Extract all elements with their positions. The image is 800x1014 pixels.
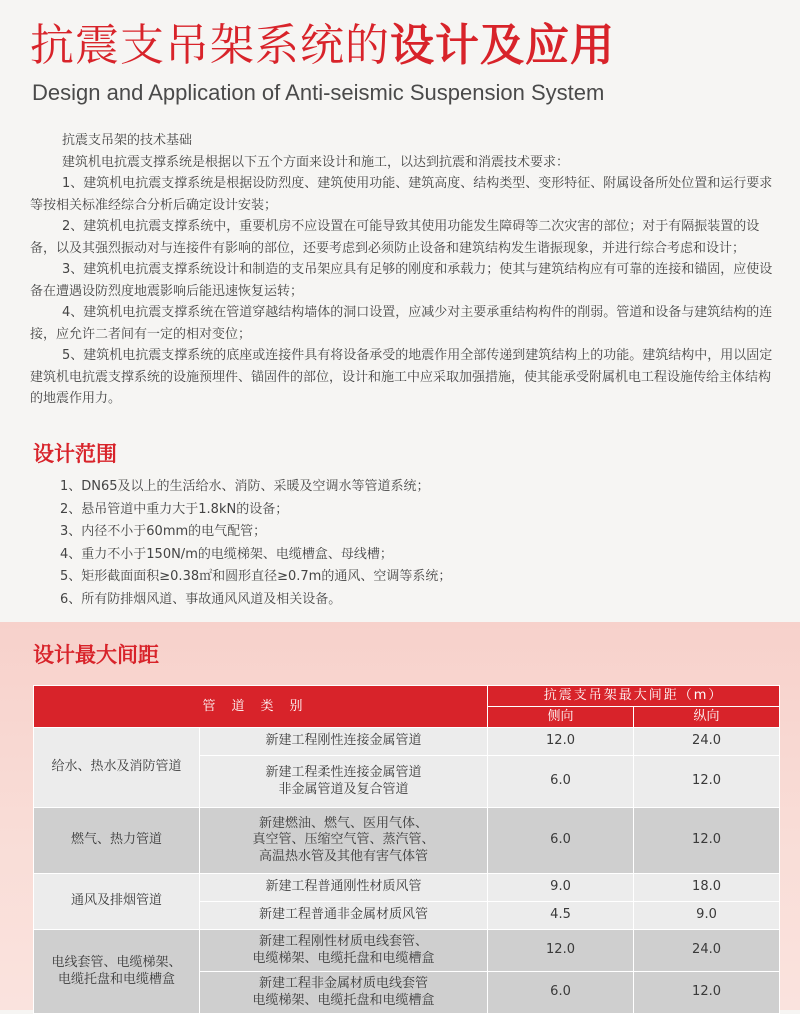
table-row (34, 874, 780, 902)
design-scope-item: 4、重力不小于150N/m的电缆梯架、电缆槽盒、母线槽； (60, 546, 393, 562)
category-label: 给水、热水及消防管道 (51, 759, 182, 775)
header-longitudinal: 纵向 (634, 707, 780, 728)
technical-basis-item: 2、建筑机电抗震支撑系统中，重要机房不应设置在可能导致其使用功能发生障碍等二次灾害的部位；对于有隔振装置的设备，以及其强烈振动对与连接件有影响的部位，还要考虑到必须防止设备和建筑结构发生谐振现象，并进行综合考虑和设计； (30, 219, 760, 256)
table-row (34, 808, 780, 874)
pipe-label: 新建工程普通非金属材质风管 (259, 907, 429, 923)
pipe-label: 电缆梯架、电缆托盘和电缆槽盒 (252, 992, 435, 1008)
category-label: 燃气、热力管道 (70, 832, 162, 848)
longitudinal-cell: 18.0 (634, 874, 780, 902)
longitudinal-cell: 9.0 (634, 902, 780, 930)
header-category: 管道类别 (34, 686, 488, 728)
longitudinal-cell: 12.0 (634, 808, 780, 874)
category-cell (34, 874, 200, 930)
category-label: 通风及排烟管道 (70, 893, 162, 909)
max-spacing-table (33, 685, 780, 1014)
technical-basis-heading: 抗震支吊架的技术基础 (62, 133, 193, 148)
pipe-label: 新建工程刚性连接金属管道 (265, 733, 422, 749)
longitudinal-cell: 12.0 (634, 972, 780, 1014)
table-row (34, 728, 780, 756)
lateral-cell: 12.0 (488, 930, 634, 972)
lateral-cell: 12.0 (488, 728, 634, 756)
technical-basis-intro: 建筑机电抗震支撑系统是根据以下五个方面来设计和施工，以达到抗震和消震技术要求： (62, 154, 570, 170)
header-spacing-group: 抗震支吊架最大间距（m） (488, 686, 780, 707)
pipe-label: 新建燃油、燃气、医用气体、 (259, 815, 429, 831)
pipe-label: 高温热水管及其他有害气体管 (259, 848, 429, 864)
pipe-label: 真空管、压缩空气管、蒸汽管、 (252, 832, 435, 848)
technical-basis-section (30, 130, 780, 410)
lateral-cell: 6.0 (488, 756, 634, 808)
pipe-cell (200, 874, 488, 902)
category-label: 电线套管、电缆梯架、 (51, 955, 182, 970)
pipe-label: 新建工程非金属材质电线套管 (259, 976, 429, 991)
page-subtitle-english: Design and Application of Anti-seismic Suspension System (32, 80, 605, 105)
pipe-cell (200, 902, 488, 930)
header-lateral: 侧向 (488, 707, 634, 728)
max-spacing-title: 设计最大间距 (33, 643, 159, 667)
title-normal: 抗震支吊架系统的 (30, 20, 390, 71)
table-header-row (34, 686, 780, 707)
design-scope-item: 3、内径不小于60mm的电气配管； (60, 524, 267, 539)
design-scope-item: 2、悬吊管道中重力大于1.8kN的设备； (60, 501, 289, 517)
longitudinal-cell: 24.0 (634, 728, 780, 756)
page-title (30, 18, 615, 74)
lateral-cell: 6.0 (488, 808, 634, 874)
title-bold: 设计及应用 (390, 20, 615, 71)
category-cell (34, 930, 200, 1014)
pipe-label: 电缆梯架、电缆托盘和电缆槽盒 (252, 950, 435, 966)
lateral-cell: 9.0 (488, 874, 634, 902)
technical-basis-item: 3、建筑机电抗震支撑系统设计和制造的支吊架应具有足够的刚度和承载力；使其与建筑结构应有可靠的连接和锚固，应使设备在遭遇设防烈度地震影响后能迅速恢复运转； (30, 262, 773, 299)
pipe-cell (200, 808, 488, 874)
lateral-cell: 4.5 (488, 902, 634, 930)
pipe-cell (200, 972, 488, 1014)
design-scope-list (60, 476, 760, 611)
table-row (34, 930, 780, 972)
longitudinal-cell: 12.0 (634, 756, 780, 808)
technical-basis-item: 5、建筑机电抗震支撑系统的底座或连接件具有将设备承受的地震作用全部传递到建筑结构上的功能。建筑结构中，用以固定建筑机电抗震支撑系统的设施预埋件、锚固件的部位，设计和施工中应采取加强措施，使其能承受附属机电工程设施传给主体结构的地震作用力。 (30, 348, 773, 406)
category-label: 电缆托盘和电缆槽盒 (57, 971, 175, 987)
pipe-cell (200, 728, 488, 756)
category-cell (34, 728, 200, 808)
design-scope-item: 6、所有防排烟风道、事故通风风道及相关设备。 (60, 591, 342, 607)
pipe-cell (200, 930, 488, 972)
pipe-label: 非金属管道及复合管道 (278, 781, 409, 797)
technical-basis-item: 1、建筑机电抗震支撑系统是根据设防烈度、建筑使用功能、建筑高度、结构类型、变形特征、附属设备所处位置和运行要求等按相关标准经综合分析后确定设计安装； (30, 176, 773, 213)
pipe-label: 新建工程普通刚性材质风管 (265, 879, 422, 895)
pipe-label: 新建工程柔性连接金属管道 (265, 765, 422, 781)
pipe-cell (200, 756, 488, 808)
design-scope-item: 5、矩形截面面积≥0.38㎡和圆形直径≥0.7m的通风、空调等系统； (60, 569, 452, 584)
lateral-cell: 6.0 (488, 972, 634, 1014)
technical-basis-item: 4、建筑机电抗震支撑系统在管道穿越结构墙体的洞口设置，应减少对主要承重结构构件的削弱。管道和设备与建筑结构的连接，应允许二者间有一定的相对变位； (30, 305, 773, 342)
longitudinal-cell: 24.0 (634, 930, 780, 972)
pipe-label: 新建工程刚性材质电线套管、 (259, 934, 429, 949)
design-scope-item: 1、DN65及以上的生活给水、消防、采暖及空调水等管道系统； (60, 479, 430, 494)
category-cell (34, 808, 200, 874)
design-scope-title: 设计范围 (33, 442, 117, 466)
